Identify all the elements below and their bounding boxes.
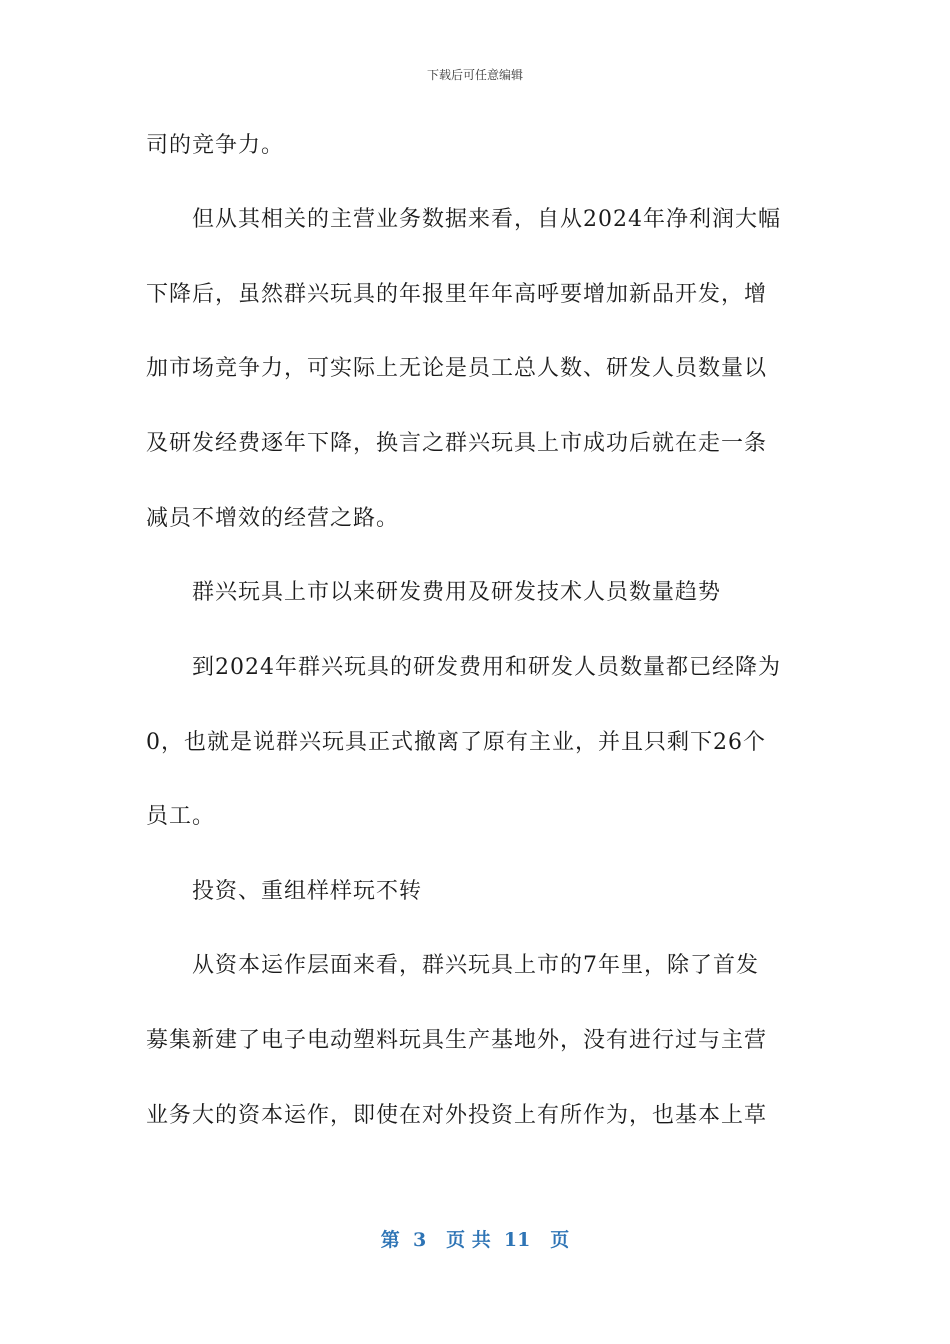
text-line: 募集新建了电子电动塑料玩具生产基地外，没有进行过与主营 xyxy=(146,1028,768,1053)
text-line: 但从其相关的主营业务数据来看，自从2024年净利润大幅 xyxy=(192,207,781,232)
text-line: 下降后，虽然群兴玩具的年报里年年高呼要增加新品开发，增 xyxy=(146,282,768,307)
page-header: 下载后可任意编辑 xyxy=(426,68,523,82)
text-line: 到2024年群兴玩具的研发费用和研发人员数量都已经降为 xyxy=(192,655,781,680)
section-heading: 投资、重组样样玩不转 xyxy=(192,879,423,904)
text-line: 加市场竞争力，可实际上无论是员工总人数、研发人员数量以 xyxy=(146,356,768,381)
text-line: 0，也就是说群兴玩具正式撤离了原有主业，并且只剩下26个 xyxy=(146,730,766,755)
text-line: 群兴玩具上市以来研发费用及研发技术人员数量趋势 xyxy=(192,580,722,605)
text-line: 从资本运作层面来看，群兴玩具上市的7年里，除了首发 xyxy=(192,953,759,978)
text-line: 员工。 xyxy=(146,804,216,829)
page-number-footer: 第 3 页 共 11 页 xyxy=(380,1229,570,1251)
text-line: 司的竞争力。 xyxy=(146,133,285,158)
text-line: 业务大的资本运作，即使在对外投资上有所作为，也基本上草 xyxy=(146,1103,768,1128)
text-line: 及研发经费逐年下降，换言之群兴玩具上市成功后就在走一条 xyxy=(146,431,768,456)
text-line: 减员不增效的经营之路。 xyxy=(146,506,400,531)
